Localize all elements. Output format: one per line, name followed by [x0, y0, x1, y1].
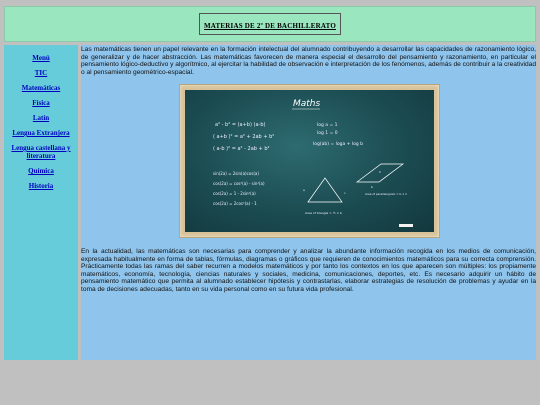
triangle-shape — [308, 178, 342, 202]
log-formula-3: log(ab) = loga + log b — [313, 142, 364, 147]
chalk-piece — [399, 224, 413, 227]
trig-2: cos(2a) = cos²(a) - sin²(a) — [213, 181, 265, 186]
nav-link-historia[interactable]: Historia — [28, 182, 54, 190]
intro-paragraph: Las matemáticas tienen un papel relevante en la formación intelectual del alumnado contribuyendo a desarrollar las capacidades de razonamiento lógico, de generalizar y de hacer abstracción. Las matemáticas favorecen de manera especial el desarrollo del pensamiento y razonamiento, en particular el pensamiento lógico-deductivo y algorítmico, al ejercitar la habilidad de observación e interpretación de los fenómenos, además de contribuir a la creatividad o al pensamiento geométrico-espacial. — [81, 46, 536, 76]
svg-text:b: b — [371, 185, 373, 189]
title-box — [199, 13, 341, 35]
trig-1: sin(2a) = 2sin(a)cos(a) — [213, 171, 259, 176]
main-content — [81, 45, 536, 360]
board-heading: Maths — [293, 99, 321, 109]
nav-link-quimica[interactable]: Química — [28, 167, 54, 175]
log-formula-2: log 1 = 0 — [317, 131, 338, 136]
nav-link-lengua-extranjera[interactable]: Lengua Extranjera — [12, 129, 70, 137]
page-header — [4, 6, 536, 42]
nav-link-matematicas[interactable]: Matemáticas — [21, 84, 61, 92]
formula-2: ( a+b )² = a² + 2ab + b² — [213, 134, 275, 140]
nav-link-tic[interactable]: TIC — [34, 69, 48, 77]
nav-link-menu[interactable]: Menú — [32, 54, 50, 62]
svg-text:c: c — [344, 191, 346, 195]
body-paragraph: En la actualidad, las matemáticas son necesarias para comprender y analizar la abundante información recogida en los medios de comunicación, expresada habitualmente en forma de tablas, fórmulas, diagramas o gráficos que requieren de conocimientos matemáticos para su correcta comprensión. Prácticamente todas las ramas del saber recurren a modelos matemáticos y por tanto los contextos en los que aparecen son múltiples: los propiamente matemáticos, economía, tecnología, ciencias naturales y sociales, medicina, comunicaciones, deportes, etc. Es necesario adquirir un hábito de pensamiento matemático que permita al alumnado establecer hipótesis y contrastarlas, elaborar estrategias de resolución de problemas y ayudar en la toma de decisiones adecuadas, tanto en su vida personal como en su futura vida profesional. — [81, 248, 536, 293]
formula-1: a² - b² = (a+b) (a-b) — [215, 122, 266, 128]
chalkboard-drawing — [185, 90, 434, 232]
nav-link-lengua-castellana[interactable]: Lengua castellana y literatura — [11, 144, 71, 160]
chalkboard-image — [179, 84, 440, 238]
formula-3: ( a-b )² = a² - 2ab + b² — [213, 146, 270, 152]
chalkboard — [185, 90, 434, 232]
trig-3: cos(2a) = 1 - 2sin²(a) — [213, 191, 256, 196]
svg-text:a: a — [303, 188, 305, 192]
nav-link-latin[interactable]: Latín — [32, 114, 50, 122]
svg-text:h: h — [379, 170, 381, 174]
triangle-label: Area of triangle = ½ × b — [305, 211, 342, 215]
parallelogram-label: Area of parallelogram = b × h — [365, 192, 408, 196]
sidebar-nav — [4, 45, 78, 360]
log-formula-1: log a = 1 — [317, 123, 338, 128]
nav-link-fisica[interactable]: Física — [32, 99, 50, 107]
page-title: MATERIAS DE 2º DE BACHILLERATO — [204, 22, 336, 30]
trig-4: cos(2a) = 2cos²(a) - 1 — [213, 201, 257, 206]
